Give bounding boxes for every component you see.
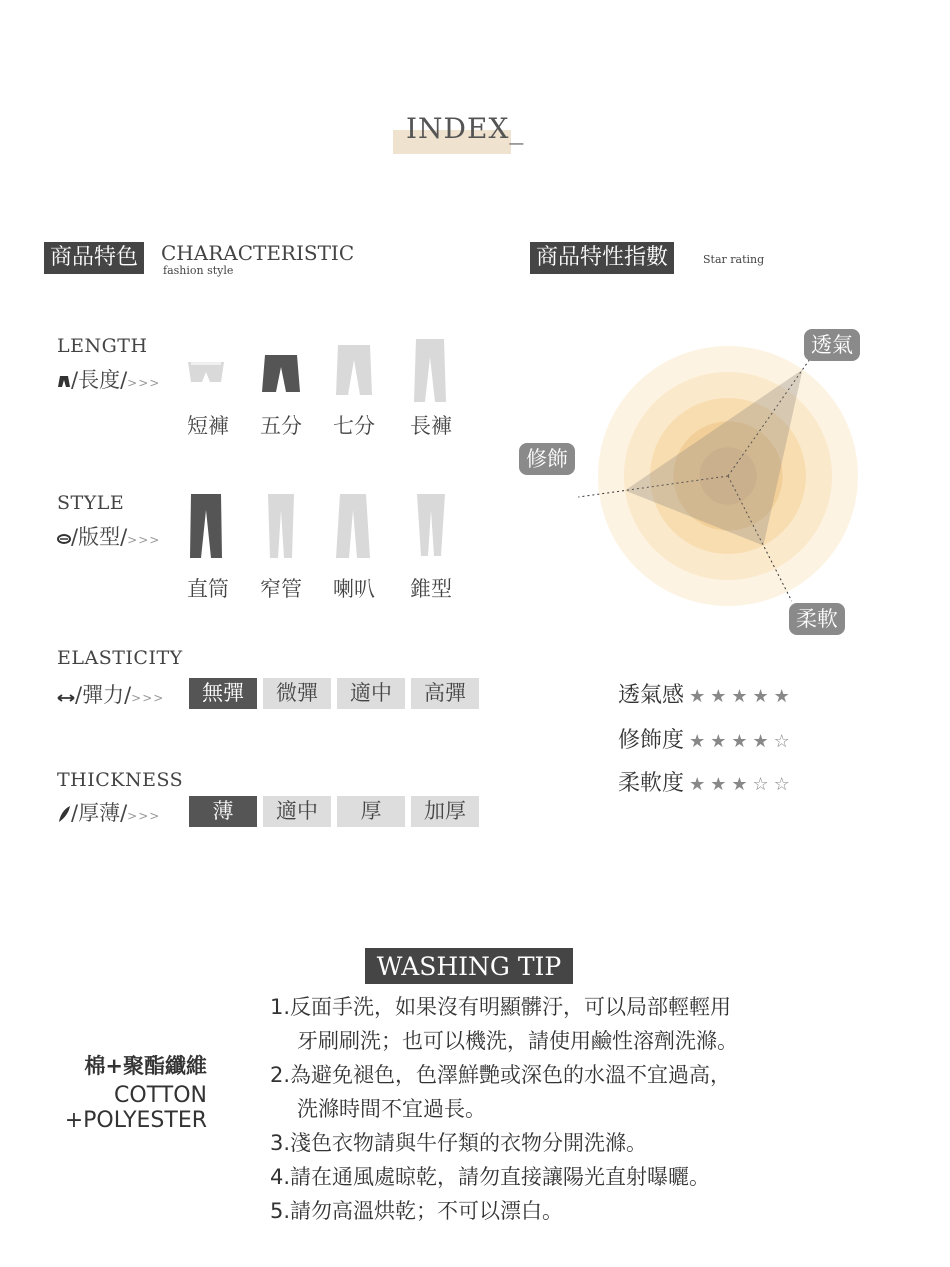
long-pants-icon: [414, 339, 446, 402]
length-arrows: >>>: [127, 376, 161, 390]
tip-line: 牙刷刷洗；也可以機洗，請使用鹼性溶劑洗滌。: [297, 1029, 738, 1053]
rating-row-flattering: [618, 723, 795, 754]
style-arrows: >>>: [127, 533, 161, 547]
index-header: [393, 112, 553, 160]
rating-tag: 商品特性指數: [530, 242, 674, 274]
material-zh: 棉+聚酯纖維: [84, 1054, 207, 1078]
length-label-en: LENGTH: [57, 335, 148, 357]
material-en-line1: COTTON: [114, 1083, 207, 1108]
radar-label-softness: 柔軟: [789, 603, 845, 635]
thickness-option-thick: 厚: [337, 796, 405, 827]
elasticity-label: [57, 679, 164, 709]
hanger-icon: [57, 530, 71, 549]
thickness-arrows: >>>: [127, 809, 161, 823]
stretch-arrows-icon: [57, 688, 75, 707]
style-label-en: STYLE: [57, 492, 125, 514]
rating-label: 透氣感: [618, 683, 685, 708]
seven-quarter-pants-icon: [336, 345, 372, 395]
rating-label: 修飾度: [618, 728, 685, 753]
skinny-pants-icon: [268, 494, 294, 558]
star-rating: ★★★★☆: [689, 731, 795, 752]
thickness-option-extra-thick: 加厚: [411, 796, 479, 827]
length-option-long: 長褲: [410, 414, 452, 438]
elasticity-option-none: 無彈: [189, 678, 257, 709]
radar-label-flattering: 修飾: [519, 443, 575, 475]
style-label: [57, 521, 160, 551]
style-label-zh: /版型/: [71, 525, 128, 549]
material-en: [40, 1083, 207, 1133]
straight-pants-icon: [190, 494, 222, 558]
material-en-line2: +POLYESTER: [64, 1108, 207, 1133]
elasticity-arrows: >>>: [131, 691, 165, 705]
tip-line: 2.為避免褪色，色澤鮮艷或深色的水溫不宜過高，: [270, 1063, 732, 1087]
rating-title: Star rating: [703, 253, 765, 266]
length-option-shorts: 短褲: [187, 414, 229, 438]
length-option-five: 五分: [260, 414, 302, 438]
characteristic-subtitle: fashion style: [163, 264, 234, 277]
thickness-label-en: THICKNESS: [57, 769, 184, 791]
radar-chart: [590, 340, 870, 620]
flare-pants-icon: [336, 494, 370, 558]
rating-row-breathable: [618, 678, 795, 709]
index-title: INDEX_: [406, 112, 525, 145]
tip-line: 3.淺色衣物請與牛仔類的衣物分開洗滌。: [270, 1131, 648, 1155]
style-option-tapered: 錐型: [410, 577, 452, 601]
tip-line: 洗滌時間不宜過長。: [297, 1097, 486, 1121]
radar-label-breathable: 透氣: [804, 329, 860, 361]
length-label-zh: /長度/: [71, 368, 128, 392]
elasticity-label-zh: /彈力/: [75, 683, 132, 707]
washing-tips-list: [270, 990, 870, 1228]
characteristic-tag: 商品特色: [44, 242, 144, 274]
tapered-pants-icon: [417, 494, 445, 556]
star-rating: ★★★☆☆: [689, 774, 795, 795]
thickness-option-medium: 適中: [263, 796, 331, 827]
elasticity-option-high: 高彈: [411, 678, 479, 709]
star-rating: ★★★★★: [689, 686, 795, 707]
washing-tip-title: WASHING TIP: [365, 948, 573, 984]
length-option-seven: 七分: [333, 414, 375, 438]
elasticity-option-medium: 適中: [337, 678, 405, 709]
thickness-label-zh: /厚薄/: [71, 801, 128, 825]
five-quarter-pants-icon: [262, 355, 300, 392]
style-option-flare: 喇叭: [333, 577, 375, 601]
thickness-label: [57, 797, 160, 827]
length-label: [57, 364, 160, 394]
style-option-straight: 直筒: [187, 577, 229, 601]
feather-icon: [57, 805, 71, 827]
style-option-skinny: 窄管: [260, 577, 302, 601]
rating-label: 柔軟度: [618, 771, 685, 796]
shorts-icon: [57, 373, 71, 392]
thickness-option-thin: 薄: [189, 796, 257, 827]
tip-line: 5.請勿高溫烘乾；不可以漂白。: [270, 1199, 564, 1223]
elasticity-option-slight: 微彈: [263, 678, 331, 709]
elasticity-label-en: ELASTICITY: [57, 647, 183, 669]
tip-line: 1.反面手洗，如果沒有明顯髒汙，可以局部輕輕用: [270, 995, 732, 1019]
tip-line: 4.請在通風處晾乾，請勿直接讓陽光直射曝曬。: [270, 1165, 711, 1189]
characteristic-title: CHARACTERISTIC: [161, 241, 355, 265]
shorts-option-icon: [188, 360, 224, 386]
rating-row-softness: [618, 766, 795, 797]
